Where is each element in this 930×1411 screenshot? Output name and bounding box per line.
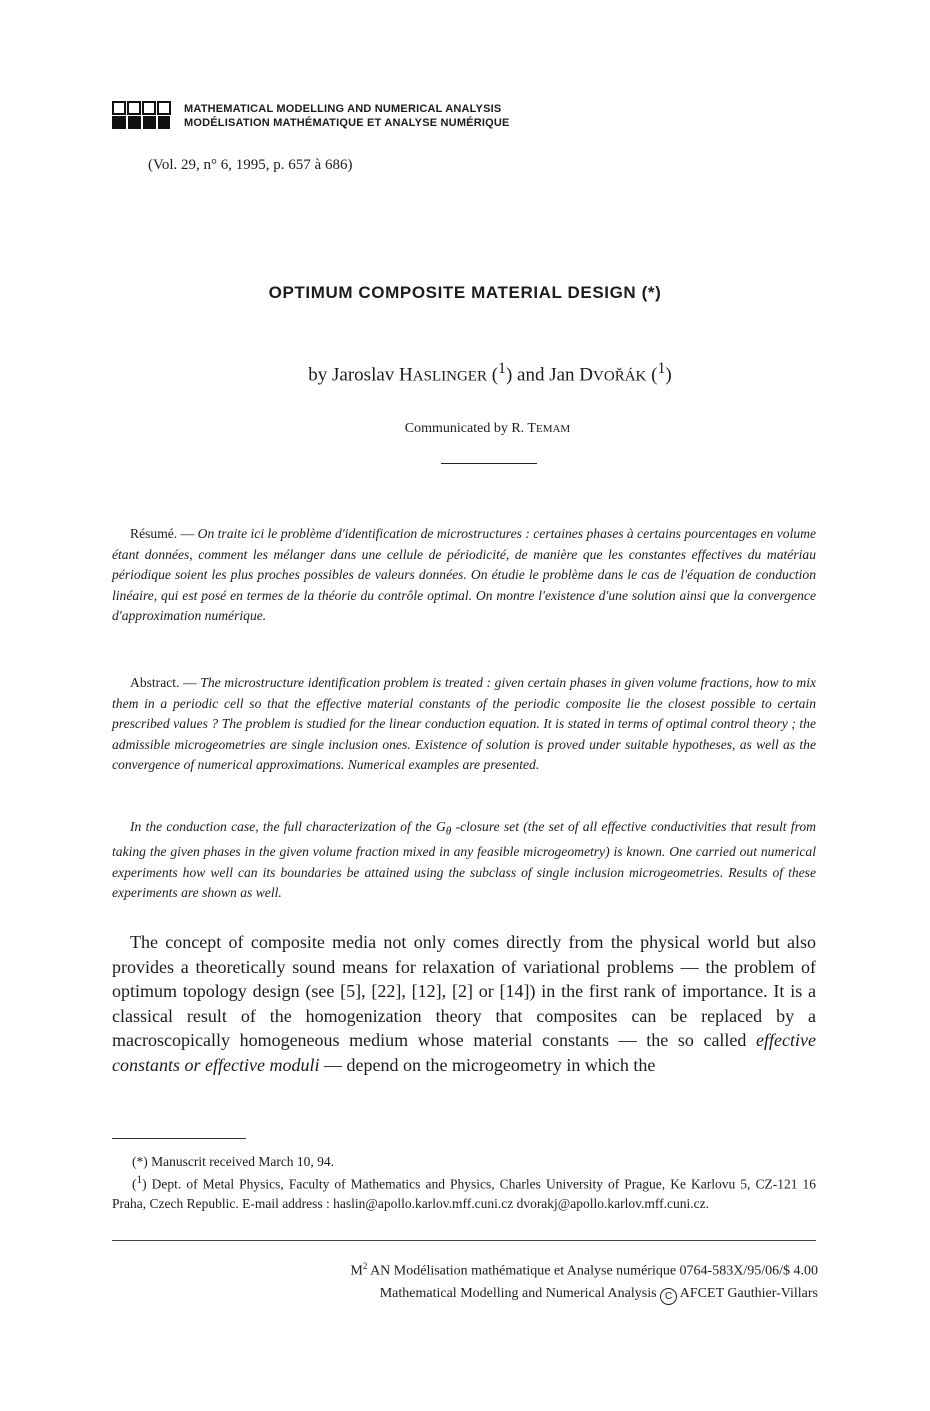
imprint-line-1 [350, 1255, 818, 1283]
imprint-line-1-rest: AN Modélisation mathématique et Analyse numérique 0764-583X/95/06/$ 4.00 [367, 1263, 818, 1279]
imprint-m-sup: 2 [362, 1261, 368, 1271]
communicated-prefix: Communicated by R. [404, 421, 528, 436]
footnote-2-sup: 1 [136, 1174, 143, 1186]
authors-line [0, 360, 930, 386]
intro-emphasis: effective constants or effective moduli [112, 1030, 816, 1075]
footnote-2-mark-open: ( [132, 1176, 137, 1192]
author1-initial: H [399, 364, 413, 386]
author1-affiliation-sup: 1 [498, 360, 506, 377]
author2-smallcaps: VOŘÁK [593, 368, 647, 385]
resume-text: On traite ici le problème d'identification de microstructures : certaines phases à certains pourcentages en volume étant données, comment les mélanger dans une cellule de périodicité, de manière que les constantes effectives du matériau périodique soient les plus proches possibles de valeurs données. On étudie le problème dans le cas de l'équation de conduction linéaire, qui est posé en termes de la théorie du contrôle optimal. On montre l'existence d'une solution ainsi que la convergence d'approximation numérique. [112, 526, 816, 623]
author1-smallcaps: ASLINGER [412, 368, 487, 385]
footnote-affiliation [112, 1171, 816, 1213]
intro-text-after: — depend on the microgeometry in which the [319, 1054, 656, 1075]
abstract-text: The microstructure identification problem is treated : given certain phases in given volume fractions, how to mix them in a periodic cell so that the effective material constants of the periodic composite lie the closest possible to certain prescribed values ? The problem is studied for the linear conduction equation. It is stated in terms of optimal control theory ; the admissible microgeometries are single inclusion ones. Existence of solution is proved under suitable hypotheses, as well as the convergence of numerical approximations. Numerical examples are presented. [112, 675, 817, 772]
author2-mark-open: ( [646, 364, 658, 386]
journal-titles [184, 102, 510, 130]
author2-initial: D [579, 364, 594, 386]
resume-paragraph [112, 524, 816, 627]
communicated-initial: T [527, 421, 536, 436]
volume-citation: (Vol. 29, n° 6, 1995, p. 657 à 686) [148, 157, 353, 173]
footnote-2-mark-close: ) [142, 1176, 147, 1192]
authors-end: ) [665, 364, 672, 386]
footnote-manuscript [112, 1152, 816, 1171]
paper-title: OPTIMUM COMPOSITE MATERIAL DESIGN (*) [268, 283, 662, 302]
copyright-icon: C [660, 1288, 677, 1305]
footnote-divider [112, 1138, 246, 1139]
journal-title-french: MODÉLISATION MATHÉMATIQUE ET ANALYSE NUMÉRIQUE [184, 117, 510, 129]
abstract-p2-after: -closure set (the set of all effective conductivities that result from taking the given phases in the given volume fraction mixed in any feasible microgeometry) is known. One carried out numerical experiments how well can its boundaries be attained using the subclass of single inclusion microgeometries. Results of these experiments are shown as well. [112, 819, 816, 901]
abstract-paragraph-2 [112, 817, 816, 904]
journal-title-english: MATHEMATICAL MODELLING AND NUMERICAL ANALYSIS [184, 103, 502, 115]
author2-affiliation-sup: 1 [657, 360, 666, 377]
imprint-m: M [350, 1263, 363, 1279]
authors-by: by Jaroslav [308, 364, 400, 386]
imprint-block [350, 1255, 818, 1305]
abstract-p2-before: In the conduction case, the full characterization of the G [130, 819, 446, 834]
abstract-label: Abstract. — [130, 675, 201, 690]
author1-mark-open: ( [486, 364, 499, 386]
imprint-divider [112, 1240, 816, 1241]
communicated-by [0, 421, 930, 437]
communicated-smallcaps: EMAM [535, 423, 571, 435]
title-divider [441, 463, 537, 464]
footnote-1-text: Manuscrit received March 10, 94. [147, 1154, 335, 1169]
imprint-line-2-after: AFCET Gauthier-Villars [677, 1285, 818, 1301]
imprint-line-2-before: Mathematical Modelling and Numerical Analysis [379, 1285, 661, 1301]
abstract-paragraph [112, 673, 816, 776]
imprint-line-2 [350, 1283, 818, 1305]
footnote-2-text: Dept. of Metal Physics, Faculty of Mathematics and Physics, Charles University of Prague, Ke Karlovu 5, CZ-121 16 Praha, Czech Republic. E-mail address : haslin@apollo.karlov.mff.cuni.cz dvorakj@apollo.karlov.mff.cuni.cz. [112, 1176, 816, 1211]
footnote-1-mark: (*) [132, 1154, 148, 1169]
journal-header [112, 100, 510, 132]
authors-and: ) and Jan [505, 364, 580, 386]
journal-logo-icon [112, 100, 174, 132]
abstract-p2-subscript: θ [445, 825, 452, 838]
resume-label: Résumé. — [130, 526, 198, 541]
intro-text-before: The concept of composite media not only comes directly from the physical world but also provides a theoretically sound means for relaxation of variational problems — the problem of optimum topology design (see [5], [22], [12], [2] or [14]) in the first rank of importance. It is a classical result of the homogenization theory that composites can be replaced by a macroscopically homogeneous medium whose material constants — the so called [112, 932, 816, 1051]
intro-paragraph [112, 930, 816, 1078]
